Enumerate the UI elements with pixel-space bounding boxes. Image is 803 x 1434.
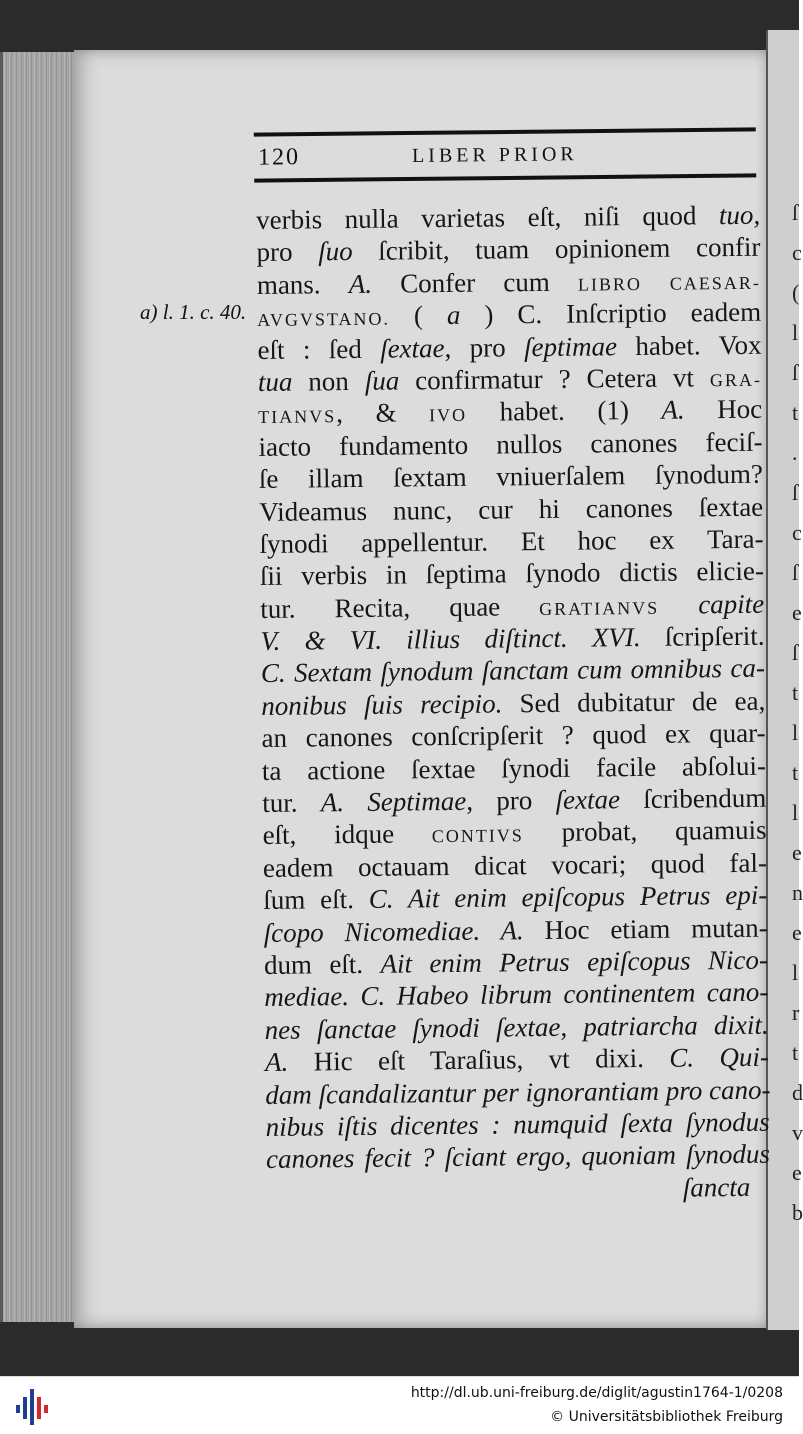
italic-text: A. Septimae: [320, 785, 467, 818]
small-caps-text: CONTIVS: [431, 825, 524, 847]
text-line: [263, 911, 767, 949]
text-line: [256, 199, 760, 237]
text-run: Confer cum: [371, 266, 579, 299]
text-run: Hoc etiam mutan-: [523, 912, 768, 945]
viewer-footer: [0, 1376, 799, 1434]
text-line: [265, 1073, 769, 1111]
text-run: non: [292, 365, 365, 397]
italic-text: A.: [348, 268, 373, 299]
margin-note: a) l. 1. c. 40.: [140, 300, 247, 324]
text-line: [265, 1106, 769, 1144]
text-line: [257, 328, 761, 366]
page-header: [254, 121, 757, 188]
text-run: dum eſt.: [263, 948, 381, 980]
facing-page-letter: e: [792, 600, 802, 625]
text-line: [258, 393, 762, 431]
text-line: [258, 425, 762, 463]
italic-text: ſextae: [379, 332, 445, 364]
text-run: [659, 589, 698, 619]
text-run: an canones conſcripſerit ? quod ex quar-: [261, 717, 766, 754]
italic-text: C. Sextam ſynodum ſanctam cum omnibus ca-: [260, 653, 766, 689]
text-line: [258, 361, 762, 399]
text-run: ſii verbis in ſeptima ſynodo dictis elicie-: [259, 555, 765, 592]
facing-page-letter: c: [792, 520, 802, 545]
facing-page-letter: l: [792, 320, 799, 345]
facing-page-letter: l: [792, 720, 799, 745]
header-rule-top: [254, 127, 756, 136]
facing-page-letter: v: [792, 1120, 803, 1145]
italic-text: C. Ait enim epiſcopus Petrus epi-: [368, 879, 768, 915]
facing-page-letter: t: [792, 760, 799, 785]
facing-page-letter: e: [792, 920, 802, 945]
italic-text: C. Qui-: [669, 1041, 770, 1073]
text-run: verbis nulla varietas eſt, niſi quod: [256, 200, 720, 235]
text-line: [264, 944, 768, 982]
text-run: confirmatur ? Cetera vt: [399, 362, 711, 396]
page-number: 120: [257, 144, 301, 171]
facing-page-letter: t: [792, 400, 799, 425]
facing-page-letter: ſ: [792, 560, 799, 585]
page-url-link[interactable]: http://dl.ub.uni-freiburg.de/diglit/agustin1764-1/0208: [410, 1385, 783, 1401]
facing-page-letter: l: [792, 800, 799, 825]
text-run: habet. Vox: [616, 329, 762, 361]
italic-text: Ait enim Petrus epiſcopus Nico-: [380, 944, 769, 979]
library-logo-icon: [10, 1387, 52, 1427]
text-run: tur. Recita, quae: [260, 590, 540, 624]
body-text: [256, 199, 770, 1208]
text-run: ſcribendum: [619, 782, 767, 815]
italic-text: nibus iſtis dicentes : numquid ſexta ſynodus: [265, 1106, 770, 1142]
facing-page-letter: t: [792, 1040, 799, 1065]
facing-page-letter: (: [792, 280, 800, 305]
facing-page-letter: ſ: [792, 360, 799, 385]
text-run: ſe illam ſextam vniuerſalem ſynodum?: [258, 458, 764, 495]
italic-text: tua: [257, 366, 293, 397]
text-run: , pro: [444, 331, 525, 363]
facing-page-letter: n: [792, 880, 803, 905]
text-run: tur.: [262, 787, 321, 818]
text-line: [259, 523, 763, 561]
text-run: Videamus nunc, cur hi canones ſextae: [259, 491, 764, 527]
facing-page-letter: b: [792, 1200, 803, 1225]
text-run: ſum eſt.: [263, 884, 369, 916]
facing-page-letter: ſ: [792, 200, 799, 225]
facing-page-letter: ſ: [792, 640, 799, 665]
text-line: [259, 490, 763, 528]
facing-page-letter: .: [792, 440, 798, 465]
text-line: [264, 1008, 768, 1046]
italic-text: ſcopo Nicomediae. A.: [263, 914, 524, 948]
text-line: [262, 814, 766, 852]
page-edges: [0, 52, 80, 1322]
italic-text: V. & VI. illius diſtinct. XVI.: [260, 622, 641, 657]
italic-text: canones fecit ? ſciant ergo, quoniam ſynodus: [265, 1138, 771, 1175]
text-run: (: [389, 300, 448, 331]
italic-text: tuo,: [718, 199, 761, 231]
facing-page-letter: l: [792, 960, 799, 985]
text-run: mans.: [256, 268, 349, 300]
italic-text: ſancta: [682, 1171, 751, 1203]
text-line: [265, 1041, 769, 1079]
text-run: pro: [256, 236, 319, 268]
text-line: [260, 620, 764, 658]
small-caps-text: LIBRO CAESAR-: [577, 272, 761, 295]
italic-text: A.: [264, 1046, 289, 1078]
text-run: eſt : ſed: [257, 333, 381, 365]
header-rule-bottom: [254, 173, 756, 182]
text-run: probat, quamuis: [523, 815, 767, 848]
copyright-notice: © Universitätsbibliothek Freiburg: [550, 1409, 783, 1425]
text-run: eſt, idque: [262, 818, 432, 851]
italic-text: a: [446, 300, 461, 331]
italic-text: nes ſanctae ſynodi ſextae, patriarcha dixit.: [264, 1009, 769, 1045]
text-run: Sed dubitatur de ea,: [502, 685, 766, 719]
text-run: ſynodi appellentur. Et hoc ex Tara-: [259, 523, 764, 559]
facing-page-letter: e: [792, 840, 802, 865]
text-line: [263, 846, 767, 884]
italic-text: ſeptimae: [523, 330, 618, 362]
small-caps-text: AVGVSTANO.: [257, 308, 391, 331]
text-line: [261, 717, 765, 755]
text-line: [260, 587, 764, 625]
facing-page-letter: c: [792, 240, 802, 265]
text-line: [263, 879, 767, 917]
text-run: eadem octauam dicat vocari; quod fal-: [262, 847, 768, 883]
facing-page-letter: e: [792, 1160, 802, 1185]
small-caps-text: GRATIANVS: [539, 597, 660, 619]
text-run: ) C. Inſcriptio eadem: [460, 296, 762, 331]
text-line: [257, 296, 761, 334]
text-line: [257, 263, 761, 301]
running-head: LIBER PRIOR: [411, 143, 578, 167]
text-line: [261, 652, 765, 690]
small-caps-text: GRA-: [709, 369, 762, 391]
italic-text: ſuo: [318, 236, 353, 267]
facing-page-letter: d: [792, 1080, 803, 1105]
text-line: [266, 1138, 770, 1176]
text-run: iacto fundamento nullos canones feciſ-: [258, 426, 763, 462]
facing-page-letter: ſ: [792, 480, 799, 505]
text-line: [262, 749, 766, 787]
text-run: ſcribit, tuam opinionem confir: [352, 232, 761, 267]
small-caps-text: IVO: [428, 405, 468, 426]
text-run: , &: [336, 397, 430, 429]
text-run: , pro: [466, 784, 556, 816]
text-line: [261, 685, 765, 723]
text-line: [256, 231, 760, 269]
italic-text: capite: [698, 588, 765, 620]
text-line: [260, 555, 764, 593]
facing-page-edge: [766, 30, 803, 1330]
text-line: [259, 458, 763, 496]
italic-text: mediae. C. Habeo librum continentem cano-: [264, 977, 769, 1013]
text-run: ſcripſerit.: [640, 620, 765, 653]
italic-text: dam ſcandalizantur per ignorantiam pro cano-: [265, 1074, 771, 1110]
text-line: [266, 1170, 770, 1208]
small-caps-text: TIANVS: [258, 406, 337, 428]
text-run: habet. (1): [466, 395, 662, 428]
italic-text: A.: [661, 394, 685, 426]
facing-page-letter: r: [792, 1000, 800, 1025]
facing-page-letter: t: [792, 680, 799, 705]
text-run: Hic eſt Taraſius, vt dixi.: [288, 1042, 670, 1077]
text-run: ta actione ſextae ſynodi facile abſolui-: [261, 750, 767, 786]
text-line: [264, 976, 768, 1014]
text-line: [262, 782, 766, 820]
italic-text: ſua: [364, 365, 400, 396]
text-run: Hoc: [684, 394, 763, 425]
italic-text: nonibus ſuis recipio.: [261, 688, 503, 721]
italic-text: ſextae: [555, 784, 621, 815]
